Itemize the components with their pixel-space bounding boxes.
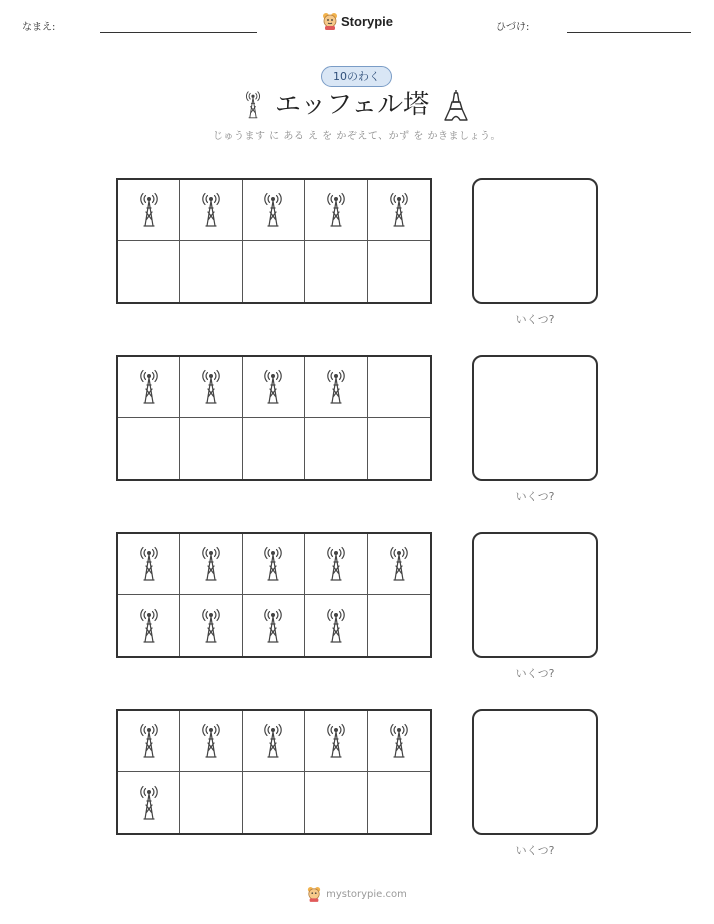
radio-tower-icon — [389, 190, 409, 230]
answer-box[interactable] — [472, 178, 598, 304]
radio-tower-icon — [201, 721, 221, 761]
footer-site[interactable]: mystorypie.com — [326, 888, 407, 900]
ten-frame-cell — [368, 180, 430, 241]
ten-frame-cell — [368, 241, 430, 302]
answer-box[interactable] — [472, 532, 598, 658]
storypie-logo-icon — [322, 12, 338, 30]
radio-tower-icon — [263, 190, 283, 230]
radio-tower-icon — [263, 721, 283, 761]
ten-frame-cell — [368, 772, 430, 833]
answer-box[interactable] — [472, 355, 598, 481]
ten-frame-cell — [243, 772, 305, 833]
ten-frame-cell — [305, 595, 367, 656]
ten-frame-cell — [305, 357, 367, 418]
page-title: エッフェル塔 — [274, 90, 430, 120]
ten-frame-cell — [118, 418, 180, 479]
radio-tower-icon — [139, 721, 159, 761]
ten-frame-cell — [180, 772, 242, 833]
radio-tower-icon — [263, 367, 283, 407]
ten-frame-cell — [243, 357, 305, 418]
ten-frame-cell — [180, 418, 242, 479]
title-row — [0, 88, 714, 122]
eiffel-tower-icon — [443, 89, 469, 121]
ten-frame-cell — [180, 241, 242, 302]
ten-frame-cell — [305, 180, 367, 241]
name-line[interactable] — [100, 32, 257, 33]
date-line[interactable] — [567, 32, 691, 33]
ten-frame-cell — [243, 180, 305, 241]
ten-frame-cell — [118, 595, 180, 656]
brand-logo — [322, 12, 393, 30]
ten-frame-cell — [243, 418, 305, 479]
ten-frame-cell — [243, 711, 305, 772]
ten-frame-cell — [368, 595, 430, 656]
ten-frame-cell — [118, 772, 180, 833]
brand-name: Storypie — [341, 13, 394, 29]
radio-tower-icon — [139, 606, 159, 646]
radio-tower-icon — [201, 190, 221, 230]
ten-frame-cell — [243, 241, 305, 302]
radio-tower-icon — [326, 606, 346, 646]
answer-box[interactable] — [472, 709, 598, 835]
ten-frame — [116, 709, 432, 835]
answer-label: いくつ? — [515, 844, 555, 857]
radio-tower-icon — [263, 544, 283, 584]
ten-frame-cell — [118, 711, 180, 772]
radio-tower-icon — [201, 544, 221, 584]
instructions: じゅうます に ある え を かぞえて、かず を かきましょう。 — [212, 131, 502, 142]
ten-frame-cell — [243, 595, 305, 656]
radio-tower-icon — [139, 783, 159, 823]
radio-tower-icon — [201, 367, 221, 407]
radio-tower-icon — [326, 367, 346, 407]
ten-frame-cell — [180, 357, 242, 418]
answer-label: いくつ? — [515, 490, 555, 503]
ten-frame — [116, 532, 432, 658]
date-label: ひづけ: — [496, 22, 530, 33]
ten-frame-cell — [368, 711, 430, 772]
radio-tower-icon — [389, 544, 409, 584]
radio-tower-icon — [326, 190, 346, 230]
name-label: なまえ: — [22, 22, 56, 33]
ten-frame-cell — [368, 418, 430, 479]
ten-frame-cell — [305, 534, 367, 595]
ten-frame-cell — [243, 534, 305, 595]
ten-frame-cell — [118, 357, 180, 418]
ten-frame-badge: 10のわく — [321, 66, 392, 87]
radio-tower-icon — [201, 606, 221, 646]
ten-frame — [116, 178, 432, 304]
ten-frame — [116, 355, 432, 481]
ten-frame-cell — [118, 534, 180, 595]
radio-tower-icon — [326, 721, 346, 761]
footer — [0, 886, 714, 902]
ten-frame-cell — [180, 595, 242, 656]
radio-tower-icon — [263, 606, 283, 646]
radio-tower-icon — [245, 90, 261, 120]
ten-frame-cell — [305, 772, 367, 833]
ten-frame-cell — [118, 241, 180, 302]
ten-frame-cell — [368, 534, 430, 595]
ten-frame-cell — [305, 418, 367, 479]
answer-label: いくつ? — [515, 667, 555, 680]
storypie-logo-icon — [307, 886, 321, 902]
ten-frame-cell — [180, 534, 242, 595]
radio-tower-icon — [326, 544, 346, 584]
radio-tower-icon — [389, 721, 409, 761]
radio-tower-icon — [139, 544, 159, 584]
ten-frame-cell — [118, 180, 180, 241]
ten-frame-cell — [305, 241, 367, 302]
answer-label: いくつ? — [515, 313, 555, 326]
ten-frame-cell — [305, 711, 367, 772]
ten-frame-cell — [180, 711, 242, 772]
ten-frame-cell — [180, 180, 242, 241]
radio-tower-icon — [139, 367, 159, 407]
ten-frame-cell — [368, 357, 430, 418]
radio-tower-icon — [139, 190, 159, 230]
